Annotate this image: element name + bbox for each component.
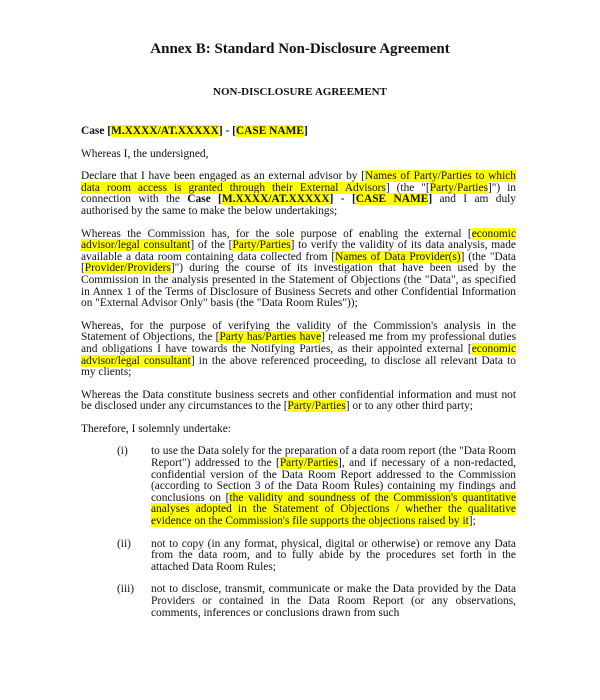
paragraph [81,171,516,217]
text-run: not to copy (in any format, physical, digital or otherwise) or remove any Data from the data room, and to fully abide by the procedures set forth in the attached Data Room Rules; [151,537,516,573]
text-run: ]; [468,515,476,528]
item-number: (ii) [117,537,131,550]
text-run: to use the Data solely for the preparation of a data room report (the "Data Room Report") addressed to the [ [151,445,516,470]
text-run: ] [303,125,308,137]
highlighted-placeholder: Party/Parties [287,400,346,413]
item-number: (iii) [117,583,135,596]
text-run: and I am duly authorised by the same to make the below undertakings; [81,193,516,217]
text-run: Whereas the Data constitute business secrets and other confidential information and must not be disclosed under any circumstances to the [ [81,388,516,413]
text-run: Whereas the Commission has, for the sole purpose of enabling the external [ [81,227,472,240]
text-run: ] - [ [218,125,236,137]
undertaking-item [81,446,516,527]
highlighted-placeholder: CASE NAME [355,193,429,206]
text-run: Whereas, for the purpose of verifying the validity of the Commission's analysis in the Statement of Objections, the [ [81,319,516,344]
paragraph [81,321,516,379]
text-run: Declare that I have been engaged as an external advisor by [ [81,170,366,183]
item-text [151,446,516,527]
highlighted-placeholder: CASE NAME [235,125,304,137]
paragraph [81,149,516,161]
highlighted-placeholder: Party/Parties [429,181,488,194]
text-run: ]") in connection with the [81,181,517,206]
highlighted-placeholder: the validity and soundness of the Commission's quantitative analyses adopted in the Statement of Objections / whether the qualitative evidence on the Commission's file supports the objections raised by it [151,491,517,528]
text-run: ] (the "Data [ [81,250,516,275]
highlighted-placeholder: M.XXXX/AT.XXXXX [221,193,330,206]
highlighted-placeholder: Names of Party/Parties to which data room access is granted through their External Advisors [81,170,516,194]
text-run: ] in the above referenced proceeding, to disclose all relevant Data to my clients; [81,354,516,379]
text-run: ] (the "[ [385,181,430,194]
text-run: ] [428,193,433,206]
text-run: Therefore, I solemnly undertake: [81,422,231,435]
case-line [81,126,516,138]
paragraph [81,424,516,436]
text-run: ], and if necessary of a non-redacted, confidential version of the Data Room Report addressed to the Commission (according to Section 3 of the Data Room Rules) containing my findings and conclusions on [ [151,457,516,504]
text-run: [ [107,125,112,137]
paragraph [81,390,516,413]
highlighted-placeholder: Names of Data Provider(s) [335,250,461,263]
text-run: Case [ [187,193,222,206]
highlighted-placeholder: Provider/Providers [84,262,171,275]
text-run: Whereas I, the undersigned, [81,147,209,160]
text-run: Case [81,125,108,137]
text-run: ] released me from my professional duties and obligations I have towards the Notifying Parties, as their appointed external [ [81,331,516,355]
highlighted-placeholder: economic advisor/legal consultant [81,342,516,367]
text-run: not to disclose, transmit, communicate or make the Data provided by the Data Providers or contained in the Data Room Report (or any observations, comments, inferences or conclusions drawn from such [151,583,516,619]
document-body [81,126,516,630]
text-run: ] to verify the validity of its data analysis, made available a data room containing data collected from [ [81,239,516,263]
item-text [151,539,516,574]
highlighted-placeholder: M.XXXX/AT.XXXXX [111,125,219,137]
text-run: ]") during the course of its investigation that have been used by the Commission in the analysis presented in the Statement of Objections (the "Data", as specified in Annex 1 of the Terms of Disclosure of Business Secrets and other Confidential Information on "External Advisor Only" basis (the "Data Room Rules")); [81,262,516,310]
item-number: (i) [117,445,128,458]
text-run: ] of the [ [190,239,233,252]
document-subtitle: NON-DISCLOSURE AGREEMENT [213,86,387,98]
highlighted-placeholder: economic advisor/legal consultant [81,227,516,252]
undertaking-item [81,584,516,619]
undertaking-item [81,539,516,574]
highlighted-placeholder: Party/Parties [232,239,291,252]
text-run: ] or to any other third party; [345,400,473,413]
highlighted-placeholder: Party/Parties [279,457,339,470]
text-run: ] - [ [329,193,356,206]
document-title: Annex B: Standard Non-Disclosure Agreement [150,41,450,57]
highlighted-placeholder: Party has/Parties have [219,331,322,344]
item-text [151,584,516,619]
paragraph [81,229,516,310]
